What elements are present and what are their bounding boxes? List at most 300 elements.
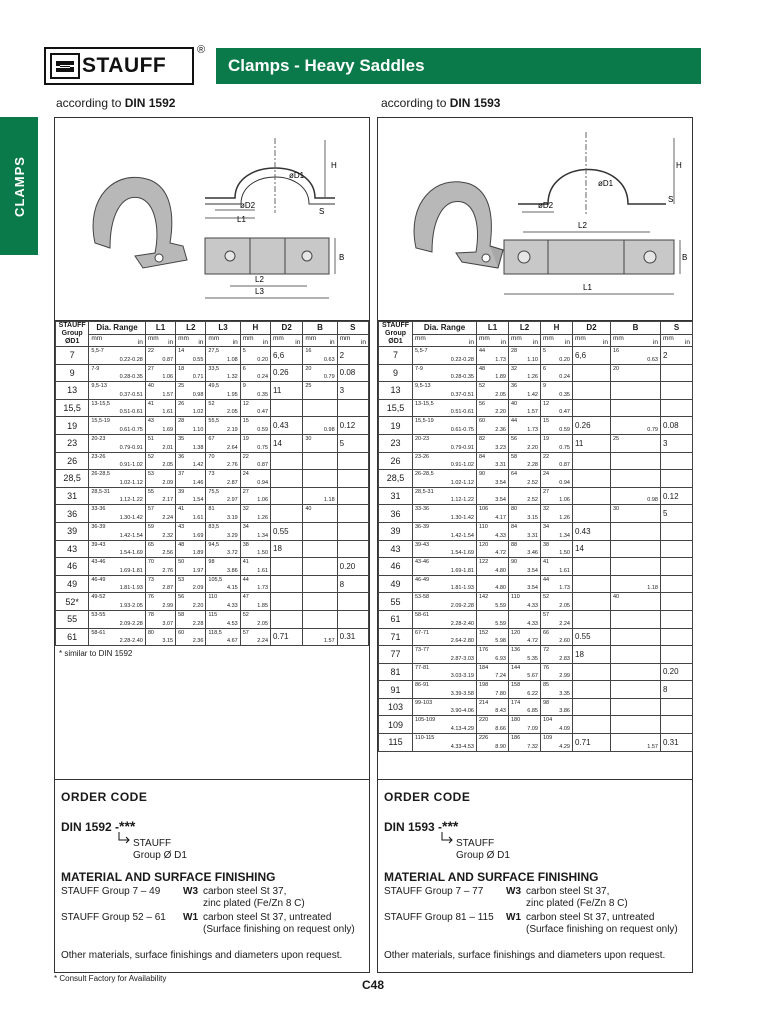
cell-h-mm: 24 <box>242 471 249 478</box>
cell-dr-in: 0.91-1.02 <box>450 462 474 469</box>
cell-h <box>240 452 270 470</box>
unit-header <box>271 334 303 347</box>
cell-b <box>611 540 661 558</box>
cell-l3 <box>206 347 240 365</box>
cell-dr-mm: 39-43 <box>415 541 430 548</box>
cell-l1-in: 2.01 <box>162 444 174 451</box>
material-group: STAUFF Group 7 – 49 <box>61 886 161 897</box>
cell-l2-mm: 180 <box>511 717 521 724</box>
cell-dr <box>413 734 477 752</box>
cell-dr-mm: 46-49 <box>91 576 106 583</box>
material-desc: (Surface finishing on request only) <box>526 924 678 935</box>
cell-dr <box>89 434 146 452</box>
cell-dr-in: 1.81-1.93 <box>450 585 474 592</box>
cell-g: 52* <box>56 593 89 611</box>
cell-g: 61 <box>379 610 413 628</box>
order-code-title: ORDER CODE <box>61 790 148 804</box>
cell-l1-mm: 73 <box>147 576 154 583</box>
cell-h-in: 1.85 <box>257 602 269 609</box>
side-tab-clamps <box>0 117 38 255</box>
cell-l2-in: 1.38 <box>192 444 204 451</box>
cell-b <box>611 681 661 699</box>
label-l2: L2 <box>578 221 587 230</box>
cell-l1-in: 2.99 <box>162 602 174 609</box>
cell-dr <box>413 522 477 540</box>
cell-l1-mm: 52 <box>479 383 486 390</box>
cell-h-mm: 72 <box>543 647 550 654</box>
cell-l1-mm: 198 <box>479 682 489 689</box>
cell-l1-in: 2.20 <box>495 409 506 416</box>
cell-l3-in: 2.64 <box>227 444 238 451</box>
cell-h <box>541 698 573 716</box>
cell-d2 <box>271 452 303 470</box>
label-l3: L3 <box>255 287 264 296</box>
cell-d2 <box>271 558 303 576</box>
cell-dr <box>413 628 477 646</box>
cell-l3 <box>206 434 240 452</box>
cell-l2 <box>176 558 206 576</box>
cell-l3-in: 3.86 <box>227 567 238 574</box>
material-group: STAUFF Group 81 – 115 <box>384 912 494 923</box>
cell-b <box>303 558 337 576</box>
cell-d2 <box>573 364 611 382</box>
cell-b <box>611 505 661 523</box>
cell-b-mm: 30 <box>613 506 620 513</box>
cell-h-in: 0.24 <box>559 374 570 381</box>
cell-d2 <box>271 399 303 417</box>
cell-b <box>611 558 661 576</box>
cell-l2 <box>176 540 206 558</box>
cell-l2-in: 7.09 <box>527 726 538 733</box>
cell-b <box>611 522 661 540</box>
unit-mm: mm <box>273 334 284 342</box>
cell-dr-mm: 7-9 <box>91 365 100 372</box>
cell-l2-in: 1.02 <box>192 409 204 416</box>
cell-l1-mm: 84 <box>479 453 486 460</box>
cell-l3-in: 2.19 <box>227 426 238 433</box>
cell-d2: 14 <box>573 540 611 558</box>
cell-l3 <box>206 417 240 435</box>
unit-mm: mm <box>543 334 554 342</box>
cell-l1 <box>145 610 175 628</box>
cell-dr-mm: 20-23 <box>91 435 106 442</box>
cell-h-mm: 41 <box>242 559 249 566</box>
arrow-icon <box>117 832 131 846</box>
cell-l2-mm: 64 <box>511 471 518 478</box>
cell-s <box>661 364 693 382</box>
cell-dr <box>413 610 477 628</box>
cell-s <box>337 610 368 628</box>
cell-l1 <box>477 434 509 452</box>
material-desc: carbon steel St 37, <box>526 886 610 897</box>
cell-h <box>240 364 270 382</box>
cell-dr-mm: 23-26 <box>415 453 430 460</box>
cell-l1-in: 1.89 <box>495 374 506 381</box>
cell-l1-in: 1.61 <box>162 409 174 416</box>
cell-l1 <box>477 399 509 417</box>
col-group: STAUFF Group ØD1 <box>56 322 89 347</box>
cell-h <box>541 663 573 681</box>
cell-l1 <box>145 522 175 540</box>
cell-h <box>541 734 573 752</box>
availability-note: Other materials, surface finishings and diameters upon request. <box>61 950 343 961</box>
cell-l3-mm: 81 <box>208 506 215 513</box>
cell-g: 91 <box>379 681 413 699</box>
col-l3: L3 <box>206 322 240 335</box>
stauff-logo <box>44 47 194 85</box>
cell-g: 15,5 <box>379 399 413 417</box>
material-group: STAUFF Group 52 – 61 <box>61 912 166 923</box>
cell-h-in: 0.47 <box>559 409 570 416</box>
cell-l3-in: 1.08 <box>227 356 238 363</box>
cell-g: 55 <box>379 593 413 611</box>
cell-h <box>541 593 573 611</box>
cell-l2-mm: 88 <box>511 541 518 548</box>
table-row <box>56 628 369 646</box>
col-h: H <box>541 322 573 335</box>
cell-l2-mm: 186 <box>511 735 521 742</box>
cell-dr-mm: 9,5-13 <box>91 383 107 390</box>
cell-h <box>541 558 573 576</box>
cell-l2-mm: 53 <box>178 576 185 583</box>
cell-dr <box>89 628 146 646</box>
cell-g: 71 <box>379 628 413 646</box>
order-legend <box>456 838 686 862</box>
cell-l1-in: 2.76 <box>162 567 174 574</box>
cell-b-in: 0.63 <box>647 356 658 363</box>
cell-s: 8 <box>337 575 368 593</box>
cell-dr-mm: 43-46 <box>91 559 106 566</box>
cell-l2 <box>509 575 541 593</box>
cell-h <box>240 470 270 488</box>
order-code-stars: *** <box>119 818 136 834</box>
unit-mm: mm <box>339 334 351 342</box>
cell-l2-in: 1.26 <box>527 374 538 381</box>
cell-dr-in: 1.02-1.12 <box>119 479 143 486</box>
cell-l3 <box>206 399 240 417</box>
cell-l3-in: 4.67 <box>227 638 238 645</box>
material-desc: zinc plated (Fe/Zn 8 C) <box>203 898 305 909</box>
cell-s <box>661 470 693 488</box>
cell-dr-mm: 20-23 <box>415 435 430 442</box>
material-desc: (Surface finishing on request only) <box>203 924 355 935</box>
cell-d2 <box>573 681 611 699</box>
cell-h-in: 1.73 <box>559 585 570 592</box>
cell-b-mm: 40 <box>613 594 620 601</box>
table-row <box>379 540 693 558</box>
din-1593-panel <box>377 117 693 973</box>
cell-h <box>240 505 270 523</box>
cell-l1-in: 2.05 <box>162 462 174 469</box>
cell-dr-mm: 105-109 <box>415 717 436 724</box>
cell-dr-mm: 5,5-7 <box>91 348 104 354</box>
cell-l1 <box>477 487 509 505</box>
cell-s <box>661 399 693 417</box>
cell-g: 13 <box>56 382 89 400</box>
din-1592-panel <box>54 117 370 973</box>
cell-l1 <box>145 347 175 365</box>
cell-l2-mm: 110 <box>511 594 520 601</box>
cell-l1-mm: 120 <box>479 541 489 548</box>
unit-in: in <box>198 339 204 346</box>
cell-d2 <box>573 698 611 716</box>
cell-h-mm: 9 <box>543 383 547 390</box>
cell-l1-in: 8.43 <box>495 708 506 715</box>
material-code: W3 <box>506 886 521 897</box>
cell-h-mm: 19 <box>543 435 550 442</box>
cell-s <box>337 540 368 558</box>
unit-mm: mm <box>147 334 159 342</box>
cell-dr-in: 2.87-3.03 <box>450 655 474 662</box>
cell-h-mm: 5 <box>242 348 246 354</box>
cell-l2-in: 3.15 <box>527 514 538 521</box>
cell-h-in: 0.94 <box>257 479 269 486</box>
cell-g: 7 <box>379 347 413 365</box>
cell-s <box>337 522 368 540</box>
cell-l2 <box>509 540 541 558</box>
cell-b-in: 0.98 <box>323 426 335 433</box>
cell-b <box>611 470 661 488</box>
cell-dr-in: 1.30-1.42 <box>450 514 474 521</box>
cell-g: 9 <box>56 364 89 382</box>
cell-l3-mm: 75,5 <box>208 488 220 495</box>
cell-d2 <box>271 470 303 488</box>
table-row <box>56 364 369 382</box>
cell-dr <box>89 575 146 593</box>
cell-b <box>611 698 661 716</box>
cell-dr-in: 3.03-3.19 <box>450 673 474 680</box>
cell-l2 <box>176 347 206 365</box>
cell-dr-mm: 36-39 <box>91 523 106 530</box>
cell-l2 <box>509 347 541 365</box>
cell-l1-mm: 152 <box>479 629 489 636</box>
cell-l1-in: 5.59 <box>495 602 506 609</box>
cell-l1 <box>145 470 175 488</box>
cell-l1-mm: 80 <box>147 629 154 636</box>
cell-l2-mm: 37 <box>178 471 185 478</box>
cell-dr <box>413 382 477 400</box>
cell-l3-mm: 70 <box>208 453 215 460</box>
unit-header <box>611 334 661 347</box>
cell-h <box>541 575 573 593</box>
cell-dr-mm: 86-91 <box>415 682 430 689</box>
label-d1: øD1 <box>289 171 305 180</box>
cell-dr <box>89 364 146 382</box>
material-code: W1 <box>506 912 521 923</box>
cell-l3-in: 2.87 <box>227 479 238 486</box>
col-d2: D2 <box>573 322 611 335</box>
cell-l2 <box>176 417 206 435</box>
cell-b <box>303 382 337 400</box>
cell-l2 <box>176 452 206 470</box>
cell-dr <box>89 452 146 470</box>
cell-l1-in: 4.17 <box>495 514 506 521</box>
cell-l2-in: 1.10 <box>192 426 204 433</box>
cell-g: 31 <box>56 487 89 505</box>
cell-h <box>541 646 573 664</box>
cell-b <box>303 610 337 628</box>
cell-b-in: 0.79 <box>647 426 658 433</box>
side-tab-label: CLAMPS <box>11 155 27 217</box>
unit-header <box>240 334 270 347</box>
cell-l3-mm: 52 <box>208 400 215 407</box>
cell-dr <box>89 487 146 505</box>
cell-l2-mm: 43 <box>178 523 185 530</box>
label-b: B <box>682 253 688 262</box>
saddle-clamp-1592-illustration <box>55 118 369 321</box>
cell-h <box>240 540 270 558</box>
unit-in: in <box>564 339 570 346</box>
cell-dr-in: 1.42-1.54 <box>119 532 143 539</box>
table-row <box>56 470 369 488</box>
cell-b-in: 1.57 <box>647 743 658 750</box>
unit-header <box>477 334 509 347</box>
material-title: MATERIAL AND SURFACE FINISHING <box>61 870 276 884</box>
cell-l1-mm: 53 <box>147 471 154 478</box>
cell-l1 <box>477 522 509 540</box>
cell-l1 <box>145 487 175 505</box>
cell-l1-in: 7.24 <box>495 673 506 680</box>
cell-b-in: 1.57 <box>323 638 335 645</box>
cell-h-mm: 52 <box>242 611 249 618</box>
cell-h-mm: 38 <box>242 541 249 548</box>
cell-h-in: 0.59 <box>257 426 269 433</box>
cell-l1-in: 5.59 <box>495 620 506 627</box>
cell-b <box>611 417 661 435</box>
cell-l1 <box>145 575 175 593</box>
cell-l2-mm: 120 <box>511 629 521 636</box>
order-legend <box>133 838 363 862</box>
cell-l1-mm: 59 <box>147 523 154 530</box>
cell-d2: 0.43 <box>271 417 303 435</box>
table-row <box>56 399 369 417</box>
cell-l2 <box>176 522 206 540</box>
cell-dr-in: 1.81-1.93 <box>119 585 143 592</box>
cell-l2-in: 1.42 <box>192 462 204 469</box>
cell-g: 81 <box>379 663 413 681</box>
table-row <box>379 382 693 400</box>
cell-dr-mm: 23-26 <box>91 453 106 460</box>
unit-in: in <box>652 339 658 346</box>
cell-g: 39 <box>379 522 413 540</box>
cell-l2-mm: 26 <box>178 400 185 407</box>
cell-l1 <box>145 382 175 400</box>
cell-l3 <box>206 364 240 382</box>
material-code: W3 <box>183 886 198 897</box>
cell-dr-in: 1.30-1.42 <box>119 514 143 521</box>
cell-h-mm: 15 <box>242 418 249 425</box>
cell-l2-mm: 40 <box>511 400 518 407</box>
cell-l2-mm: 35 <box>178 435 185 442</box>
cell-d2: 11 <box>271 382 303 400</box>
cell-l2-mm: 60 <box>178 629 185 636</box>
cell-d2: 6,6 <box>573 347 611 365</box>
cell-l1-mm: 41 <box>147 400 154 407</box>
cell-l2-mm: 90 <box>511 559 518 566</box>
material-row <box>61 912 363 936</box>
table-row <box>379 663 693 681</box>
cell-dr <box>413 663 477 681</box>
cell-s <box>661 593 693 611</box>
unit-header <box>413 334 477 347</box>
cell-h <box>240 610 270 628</box>
table-row <box>56 382 369 400</box>
cell-l2-mm: 144 <box>511 664 521 671</box>
cell-b-mm: 25 <box>305 383 312 390</box>
cell-l2 <box>509 382 541 400</box>
cell-h-in: 3.35 <box>559 690 570 697</box>
cell-h <box>541 452 573 470</box>
cell-b <box>611 610 661 628</box>
cell-l2 <box>176 593 206 611</box>
cell-d2 <box>271 505 303 523</box>
according-standard: DIN 1592 <box>124 96 176 110</box>
table-row <box>56 522 369 540</box>
cell-l1-mm: 82 <box>479 435 486 442</box>
material-desc: zinc plated (Fe/Zn 8 C) <box>526 898 628 909</box>
cell-l1 <box>145 399 175 417</box>
cell-dr-in: 0.37-0.51 <box>119 391 143 398</box>
order-code <box>61 818 363 834</box>
cell-l1 <box>145 434 175 452</box>
cell-h <box>541 364 573 382</box>
cell-dr-mm: 49-52 <box>91 594 106 601</box>
cell-l3-mm: 73 <box>208 471 215 478</box>
cell-l1-mm: 176 <box>479 647 489 654</box>
cell-h-mm: 85 <box>543 682 550 689</box>
order-legend-line: STAUFF <box>133 838 172 849</box>
cell-d2: 0.43 <box>573 522 611 540</box>
cell-dr-mm: 99-103 <box>415 699 433 706</box>
cell-b-in: 0.98 <box>647 497 658 504</box>
cell-l1-in: 2.09 <box>162 479 174 486</box>
cell-l2 <box>176 364 206 382</box>
cell-l1-mm: 48 <box>479 365 486 372</box>
cell-h-mm: 104 <box>543 717 553 724</box>
cell-l2-mm: 36 <box>511 383 518 390</box>
cell-l2-in: 1.57 <box>527 409 538 416</box>
cell-h-in: 2.99 <box>559 673 570 680</box>
cell-l2 <box>176 628 206 646</box>
cell-s: 0.12 <box>661 487 693 505</box>
cell-l2-mm: 28 <box>178 418 185 425</box>
table-row <box>56 540 369 558</box>
cell-l1 <box>477 452 509 470</box>
availability-note: Other materials, surface finishings and diameters upon request. <box>384 950 666 961</box>
unit-in: in <box>684 339 690 346</box>
cell-b <box>303 364 337 382</box>
cell-h-mm: 41 <box>543 559 550 566</box>
cell-h-in: 1.26 <box>559 514 570 521</box>
cell-l2-in: 2.20 <box>527 444 538 451</box>
cell-dr-mm: 58-61 <box>415 611 430 618</box>
cell-l1-mm: 57 <box>147 506 154 513</box>
cell-dr <box>413 364 477 382</box>
cell-h <box>240 347 270 365</box>
cell-h-mm: 32 <box>543 506 550 513</box>
cell-dr-mm: 36-39 <box>415 523 430 530</box>
cell-b-mm: 30 <box>305 435 312 442</box>
label-h: H <box>331 161 337 170</box>
cell-l1-in: 5.98 <box>495 638 506 645</box>
cell-s: 0.08 <box>337 364 368 382</box>
cell-l2 <box>509 522 541 540</box>
cell-d2 <box>573 663 611 681</box>
cell-h-in: 0.20 <box>559 356 570 363</box>
cell-l3 <box>206 593 240 611</box>
cell-dr-in: 1.54-1.69 <box>119 550 143 557</box>
cell-h <box>541 382 573 400</box>
